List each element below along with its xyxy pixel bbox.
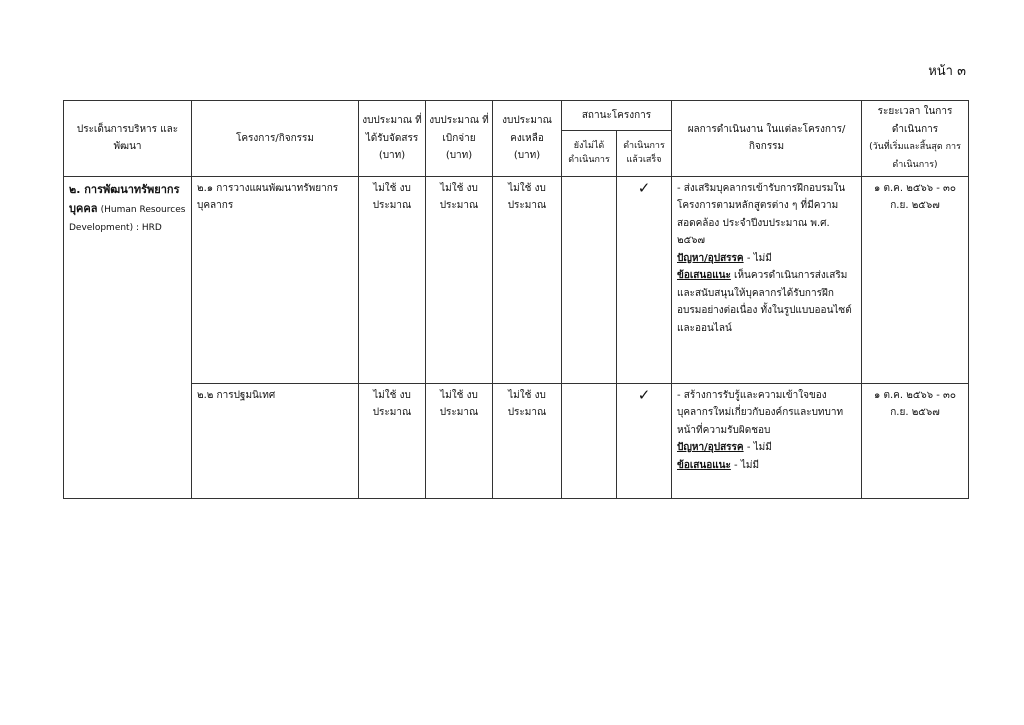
project-name: ๒.๑ การวางแผนพัฒนาทรัพยากรบุคลากร xyxy=(192,176,359,383)
status-not-done-cell xyxy=(562,176,617,383)
header-issue: ประเด็นการบริหาร และพัฒนา xyxy=(64,101,192,177)
header-status-not-done: ยังไม่ได้ ดำเนินการ xyxy=(562,131,617,176)
problem-value: - ไม่มี xyxy=(746,252,772,264)
budget-spent: ไม่ใช้ งบประมาณ xyxy=(426,176,493,383)
table-row xyxy=(64,383,969,498)
header-results: ผลการดำเนินงาน ในแต่ละโครงการ/กิจกรรม xyxy=(672,101,862,177)
results-cell xyxy=(672,383,862,498)
budget-allocated: ไม่ใช้ งบประมาณ xyxy=(359,383,426,498)
budget-spent: ไม่ใช้ งบประมาณ xyxy=(426,383,493,498)
problem-value: - ไม่มี xyxy=(746,442,772,453)
budget-remaining: ไม่ใช้ งบประมาณ xyxy=(493,176,562,383)
issue-title-line2: บุคคล xyxy=(69,202,98,215)
problem-label: ปัญหา/อุปสรรค xyxy=(677,252,744,264)
project-name: ๒.๒ การปฐมนิเทศ xyxy=(192,383,359,498)
result-text: - สร้างการรับรู้และความเข้าใจของบุคลากรใหม่เกี่ยวกับองค์กรและบทบาทหน้าที่ความรับผิดชอบ xyxy=(677,389,844,436)
budget-allocated: ไม่ใช้ งบประมาณ xyxy=(359,176,426,383)
budget-remaining: ไม่ใช้ งบประมาณ xyxy=(493,383,562,498)
header-project: โครงการ/กิจกรรม xyxy=(192,101,359,177)
header-period xyxy=(862,101,969,177)
header-budget-spent: งบประมาณ ที่เบิกจ่าย (บาท) xyxy=(426,101,493,177)
period-cell: ๑ ต.ค. ๒๕๖๖ - ๓๐ ก.ย. ๒๕๖๗ xyxy=(862,383,969,498)
project-report-table xyxy=(63,100,969,499)
issue-title: ๒. การพัฒนาทรัพยากร xyxy=(69,182,180,196)
status-done-cell xyxy=(617,176,672,383)
header-status: สถานะโครงการ xyxy=(562,101,672,131)
result-text: - ส่งเสริมบุคลากรเข้ารับการฝึกอบรมในโครงการตามหลักสูตรต่าง ๆ ที่มีความสอดคล้อง ประจำปีงบประมาณ พ.ศ. ๒๕๖๗ xyxy=(677,182,846,246)
suggestion-value: - ไม่มี xyxy=(734,459,760,471)
checkmark-icon: ✓ xyxy=(637,178,651,197)
header-period-label: ระยะเวลา ในการ ดำเนินการ xyxy=(877,106,953,135)
problem-label: ปัญหา/อุปสรรค xyxy=(677,442,744,453)
header-budget-remaining: งบประมาณ คงเหลือ (บาท) xyxy=(493,101,562,177)
suggestion-label: ข้อเสนอแนะ xyxy=(677,270,731,281)
suggestion-value: เห็นควรดำเนินการส่งเสริมและสนับสนุนให้บุคลากรได้รับการฝึกอบรมอย่างต่อเนื่อง ทั้งในรูปแบบออนไซต์และออนไลน์ xyxy=(677,270,852,334)
issue-cell xyxy=(64,176,192,498)
issue-subtitle: (Human Resources Development) : HRD xyxy=(69,205,186,233)
header-period-note: (วันที่เริ่มและสิ้นสุด การดำเนินการ) xyxy=(869,142,961,170)
period-cell: ๑ ต.ค. ๒๕๖๖ - ๓๐ ก.ย. ๒๕๖๗ xyxy=(862,176,969,383)
suggestion-label: ข้อเสนอแนะ xyxy=(677,459,731,471)
status-done-cell xyxy=(617,383,672,498)
status-not-done-cell xyxy=(562,383,617,498)
header-status-done: ดำเนินการ แล้วเสร็จ xyxy=(617,131,672,176)
table-row xyxy=(64,176,969,383)
results-cell xyxy=(672,176,862,383)
page-number: หน้า ๓ xyxy=(928,64,966,79)
checkmark-icon: ✓ xyxy=(637,385,651,404)
header-budget-allocated: งบประมาณ ที่ได้รับจัดสรร (บาท) xyxy=(359,101,426,177)
